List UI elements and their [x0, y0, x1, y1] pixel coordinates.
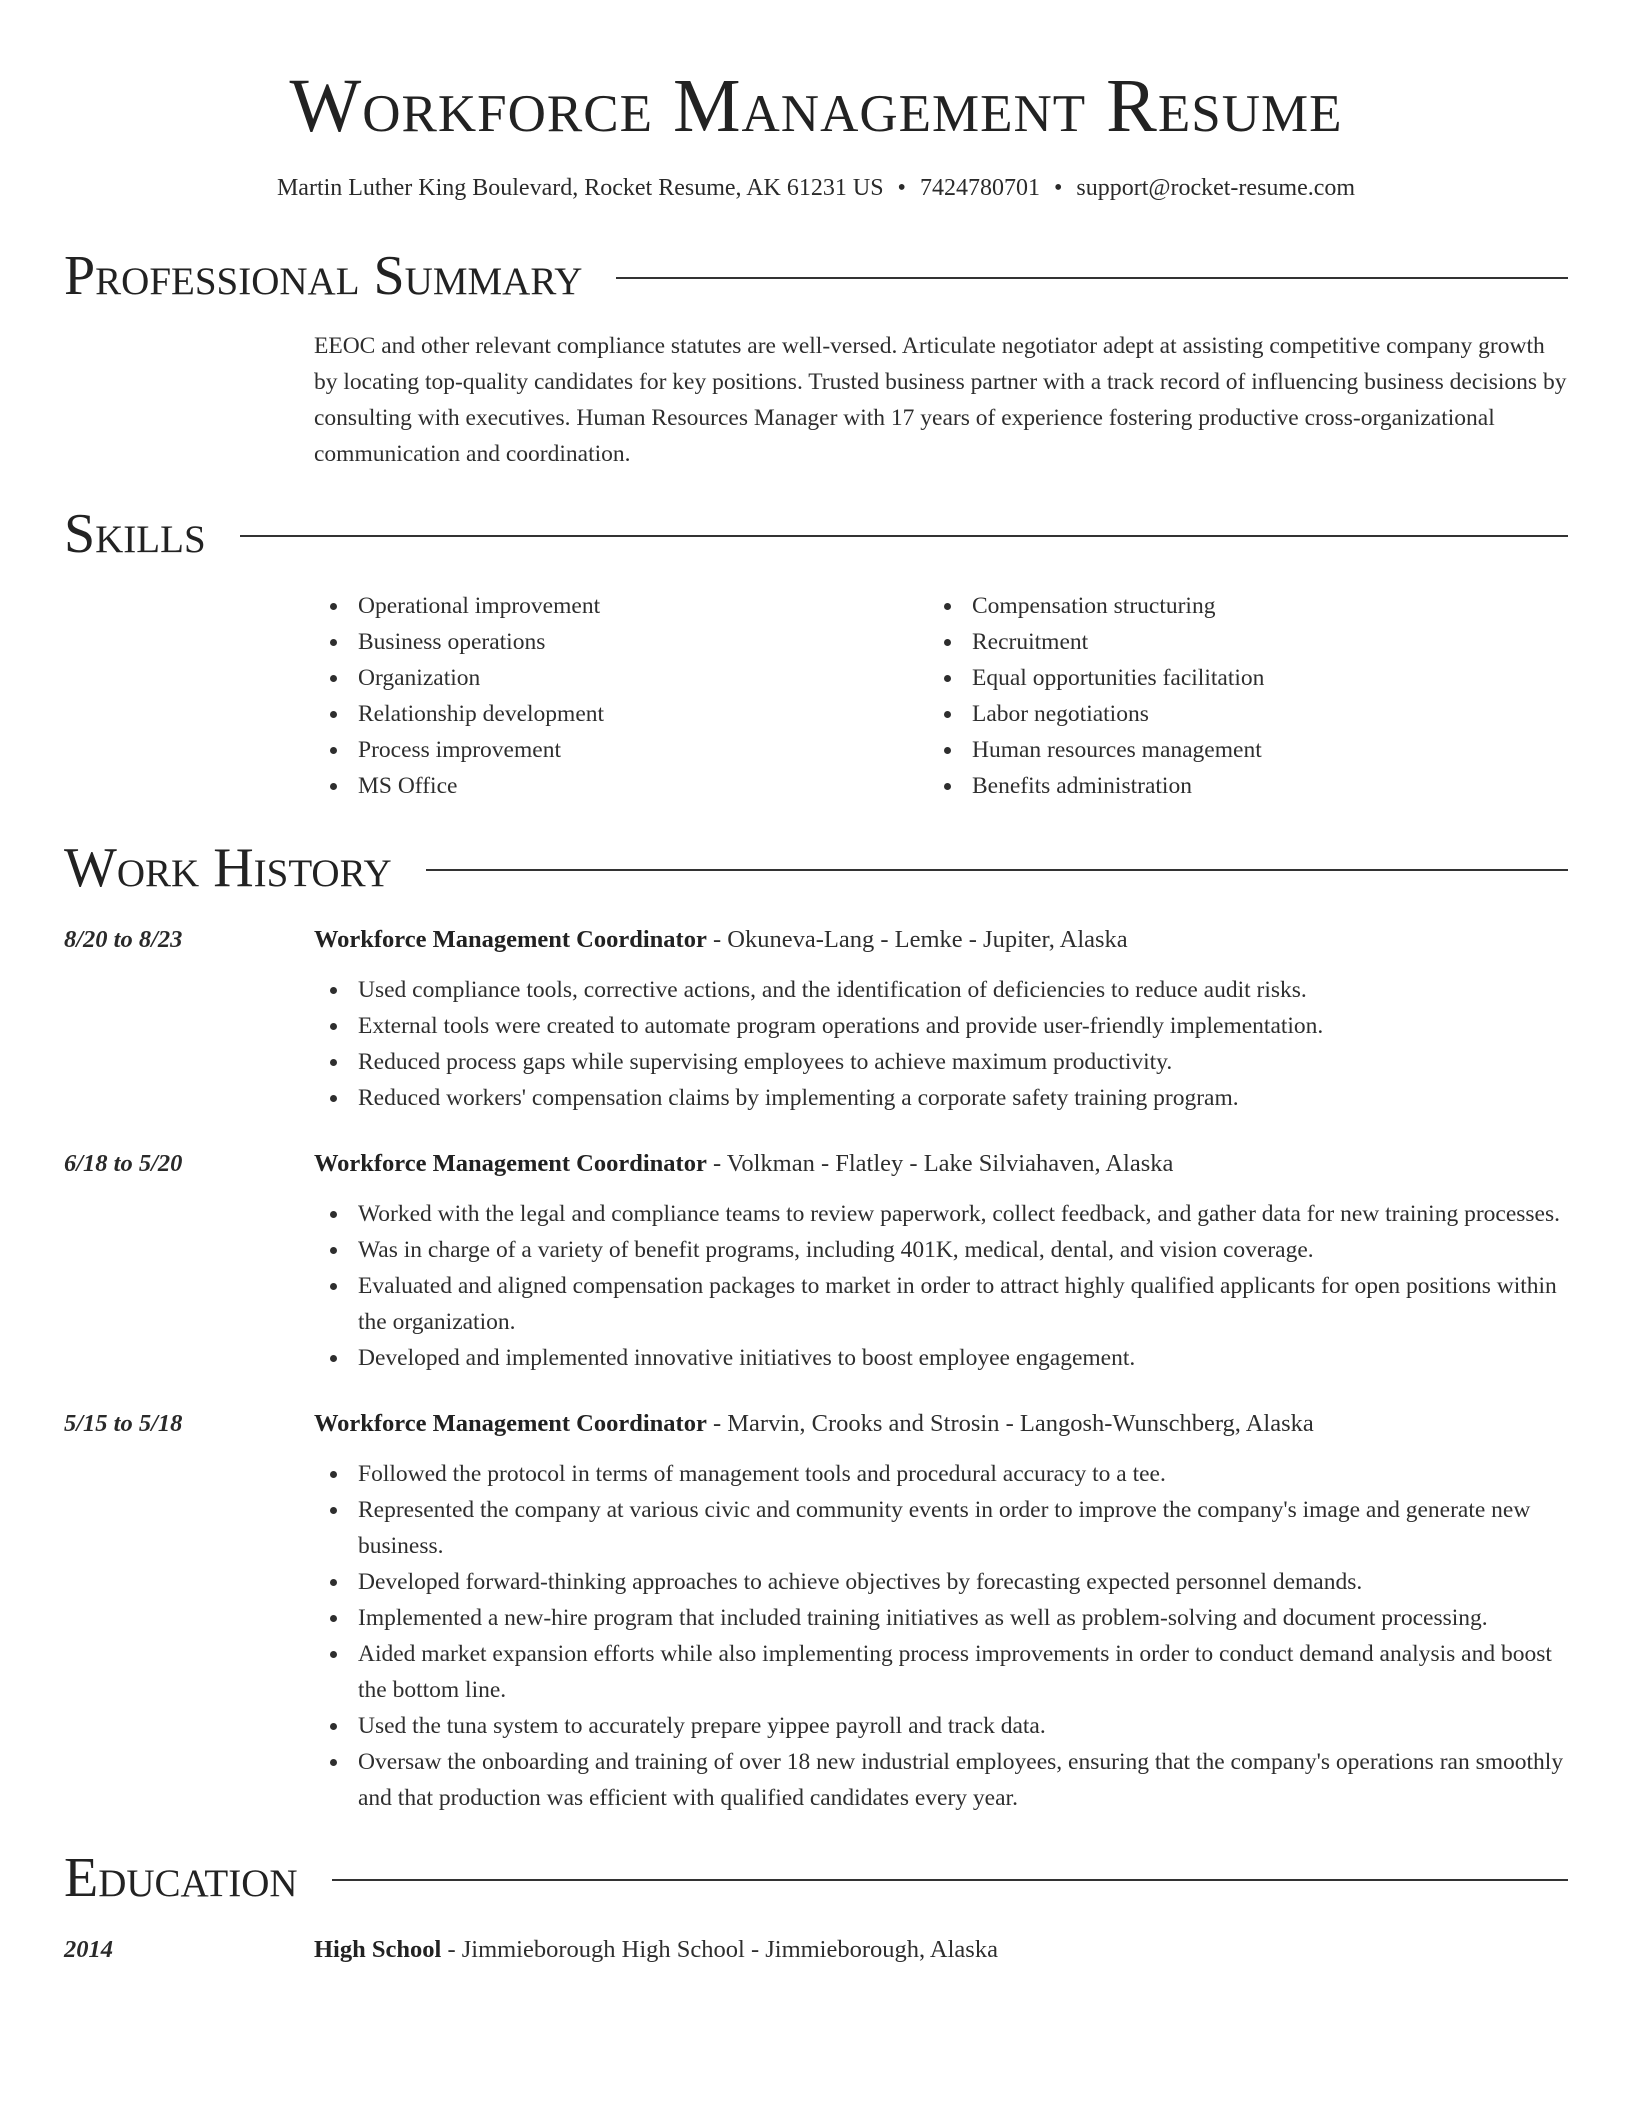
job-bullets [314, 972, 1568, 1116]
job-dates: 6/18 to 5/20 [64, 1150, 183, 1177]
job-entry [64, 1146, 1568, 1376]
job-dates: 5/15 to 5/18 [64, 1410, 183, 1437]
skill-item: Business operations [314, 624, 928, 660]
job-dates: 8/20 to 8/23 [64, 926, 183, 953]
job-employer: - Marvin, Crooks and Strosin - Langosh-Wunschberg, Alaska [706, 1410, 1314, 1437]
contact-email: support@rocket-resume.com [1076, 175, 1356, 201]
skill-item: Human resources management [928, 732, 1542, 768]
skill-item: Compensation structuring [928, 588, 1542, 624]
section-heading: Skills [64, 503, 206, 565]
job-employer: - Okuneva-Lang - Lemke - Jupiter, Alaska [706, 926, 1128, 953]
job-bullets [314, 1456, 1568, 1816]
skill-item: Relationship development [314, 696, 928, 732]
job-title-line [314, 1406, 1314, 1442]
job-header [64, 922, 1568, 958]
section-skills [64, 502, 1568, 804]
skill-item: Recruitment [928, 624, 1542, 660]
skill-item: MS Office [314, 768, 928, 804]
job-bullet: Reduced workers' compensation claims by implementing a corporate safety training program. [314, 1080, 1568, 1116]
section-education [64, 1846, 1568, 1968]
education-line [314, 1932, 998, 1968]
resume-title: Workforce Management Resume [289, 64, 1343, 148]
education-entry [64, 1932, 1568, 1968]
skill-item: Process improvement [314, 732, 928, 768]
job-bullet: Evaluated and aligned compensation packages to market in order to attract highly qualified applicants for open positions within the organization. [314, 1268, 1568, 1340]
job-entry [64, 922, 1568, 1116]
section-heading-row [64, 502, 1568, 566]
section-heading: Professional Summary [64, 245, 583, 307]
job-bullet: Oversaw the onboarding and training of over 18 new industrial employees, ensuring that the company's operations ran smoothly and that production was efficient with qualified candidates every year. [314, 1744, 1568, 1816]
contact-separator: • [1053, 175, 1063, 201]
skill-item: Equal opportunities facilitation [928, 660, 1542, 696]
job-bullet: Developed forward-thinking approaches to achieve objectives by forecasting expected personnel demands. [314, 1564, 1568, 1600]
job-title-line [314, 1146, 1173, 1182]
skill-item: Labor negotiations [928, 696, 1542, 732]
job-bullet: Used the tuna system to accurately prepare yippee payroll and track data. [314, 1708, 1568, 1744]
education-school: - Jimmieborough High School - Jimmieborough, Alaska [441, 1936, 998, 1963]
education-year: 2014 [64, 1936, 113, 1963]
job-title: Workforce Management Coordinator [314, 1150, 707, 1177]
skill-item: Benefits administration [928, 768, 1542, 804]
skills-column-right [928, 588, 1542, 804]
job-title: Workforce Management Coordinator [314, 926, 707, 953]
skills-column-left [314, 588, 928, 804]
section-divider [332, 1879, 1568, 1881]
job-bullet: Followed the protocol in terms of management tools and procedural accuracy to a tee. [314, 1456, 1568, 1492]
job-bullet: Used compliance tools, corrective actions, and the identification of deficiencies to reduce audit risks. [314, 972, 1568, 1008]
section-work-history [64, 836, 1568, 1816]
job-bullets [314, 1196, 1568, 1376]
summary-paragraph: EEOC and other relevant compliance statutes are well-versed. Articulate negotiator adept at assisting competitive company growth by locating top-quality candidates for key positions. Trusted business partner with a track record of influencing business decisions by consulting with executives. Human Resources Manager with 17 years of experience fostering productive cross-organizational communication and coordination. [314, 333, 1567, 467]
contact-separator: • [897, 175, 906, 201]
job-bullet: Developed and implemented innovative initiatives to boost employee engagement. [314, 1340, 1568, 1376]
skill-item: Organization [314, 660, 928, 696]
job-bullet: External tools were created to automate program operations and provide user-friendly implementation. [314, 1008, 1568, 1044]
section-heading-row [64, 1846, 1568, 1910]
section-heading-row [64, 836, 1568, 900]
contact-address: Martin Luther King Boulevard, Rocket Resume, AK 61231 US [276, 175, 884, 201]
section-divider [616, 277, 1568, 279]
section-heading-row [64, 244, 1568, 308]
job-bullet: Represented the company at various civic and community events in order to improve the company's image and generate new business. [314, 1492, 1568, 1564]
contact-phone: 7424780701 [919, 175, 1040, 201]
skills-grid [314, 588, 1568, 804]
section-professional-summary [64, 244, 1568, 472]
job-bullet: Was in charge of a variety of benefit programs, including 401K, medical, dental, and vision coverage. [314, 1232, 1568, 1268]
job-header [64, 1146, 1568, 1182]
contact-line [64, 172, 1568, 204]
job-employer: - Volkman - Flatley - Lake Silviahaven, Alaska [706, 1150, 1174, 1177]
section-divider [240, 535, 1568, 537]
section-heading: Work History [64, 837, 392, 899]
section-divider [426, 869, 1568, 871]
job-title: Workforce Management Coordinator [314, 1410, 707, 1437]
job-bullet: Implemented a new-hire program that included training initiatives as well as problem-solving and document processing. [314, 1600, 1568, 1636]
job-title-line [314, 922, 1128, 958]
skill-item: Operational improvement [314, 588, 928, 624]
job-entry [64, 1406, 1568, 1816]
job-header [64, 1406, 1568, 1442]
section-heading: Education [64, 1847, 298, 1909]
education-degree: High School [314, 1936, 442, 1963]
job-bullet: Aided market expansion efforts while also implementing process improvements in order to conduct demand analysis and boost the bottom line. [314, 1636, 1568, 1708]
job-bullet: Worked with the legal and compliance teams to review paperwork, collect feedback, and gather data for new training processes. [314, 1196, 1568, 1232]
job-bullet: Reduced process gaps while supervising employees to achieve maximum productivity. [314, 1044, 1568, 1080]
